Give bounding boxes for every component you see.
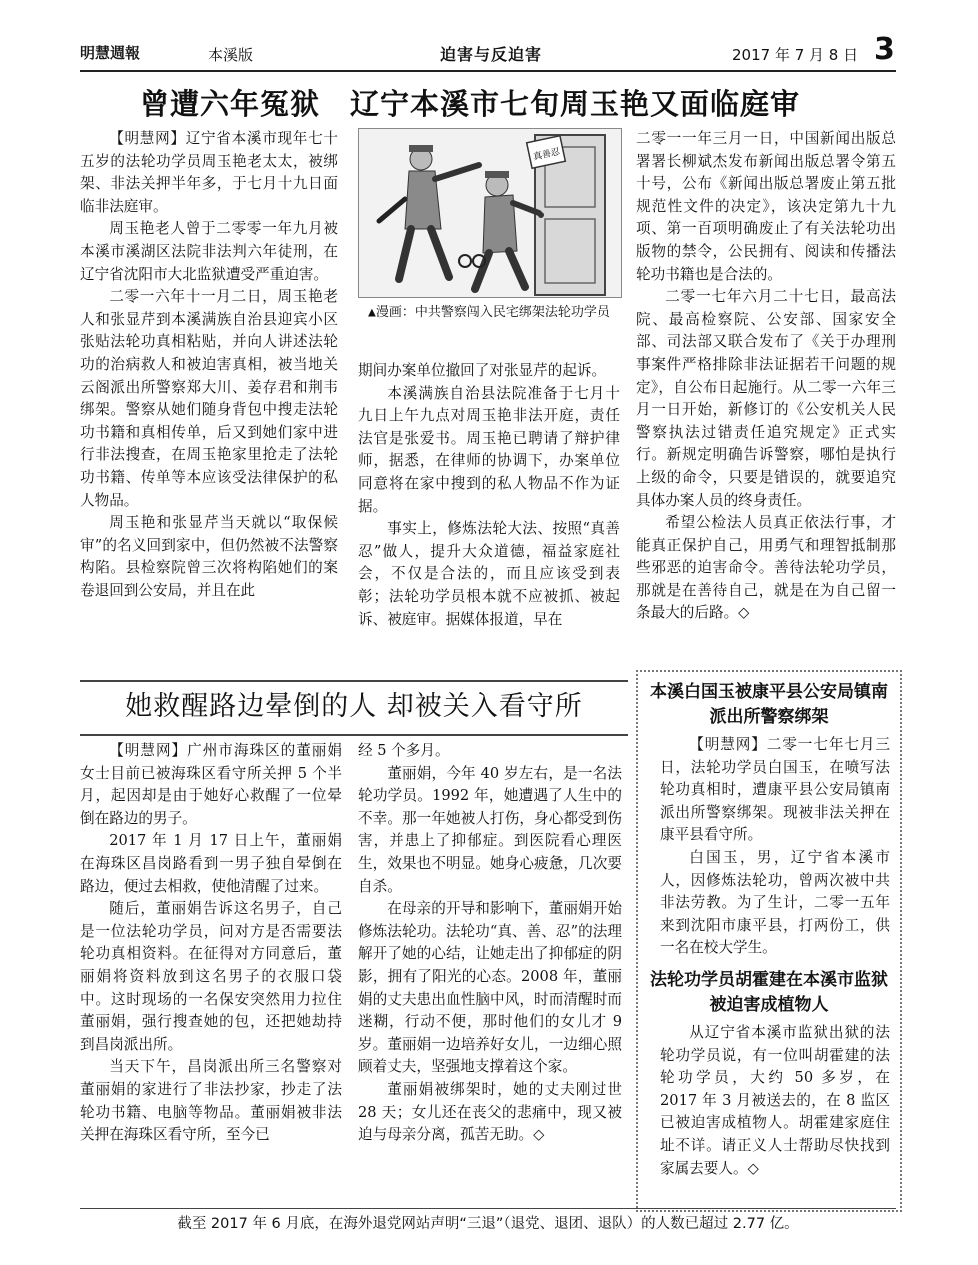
masthead-logo: 明慧週報 xyxy=(80,44,141,62)
paragraph: 希望公检法人员真正依法行事，才能真正保护自己，用勇气和理智抵制那些邪恶的迫害命令。善待法轮功学员，那就是在善待自己，就是在为自己留一条最大的后路。◇ xyxy=(636,514,896,622)
article2-column-1 xyxy=(80,740,342,1202)
police-raid-cartoon xyxy=(359,129,621,297)
section-title: 迫害与反迫害 xyxy=(440,45,543,64)
brief2-body xyxy=(638,1022,900,1180)
brief1-body xyxy=(638,734,900,960)
paragraph: 二零一一年三月一日，中国新闻出版总署署长柳斌杰发布新闻出版总署令第五十号，公布《新闻出版总署废止第五批规范性文件的决定》，该决定第九十九项、第一百项明确废止了有关法轮功出版物的禁令，公民拥有、阅读和传播法轮功书籍也是合法的。 xyxy=(636,130,896,283)
paragraph: 事实上，修炼法轮大法、按照“真善忍”做人，提升大众道德，福益家庭社会，不仅是合法的，而且应该受到表彰；法轮功学员根本就不应被抓、被起诉、被庭审。据媒体报道，早在 xyxy=(358,520,620,628)
news-brief-box xyxy=(636,670,902,1212)
footer-divider xyxy=(80,1208,896,1209)
page-number: 3 xyxy=(874,32,895,67)
brief1-headline: 本溪白国玉被康平县公安局镇南派出所警察绑架 xyxy=(650,682,888,727)
paragraph: 经 5 个多月。 xyxy=(358,742,450,759)
paragraph: 期间办案单位撤回了对张显芹的起诉。 xyxy=(358,362,607,379)
article2-column-2 xyxy=(358,740,622,1202)
paragraph: 【明慧网】广州市海珠区的董丽娟女士目前已被海珠区看守所关押 5 个半月，起因却是由于她好心救醒了一位晕倒在路边的男子。 xyxy=(80,742,342,827)
article1-column-2 xyxy=(358,360,620,670)
article2-headline: 她救醒路边晕倒的人 却被关入看守所 xyxy=(80,680,628,736)
paragraph: 【明慧网】辽宁省本溪市现年七十五岁的法轮功学员周玉艳老太太，被绑架、非法关押半年多，于七月十九日面临非法庭审。 xyxy=(80,130,338,215)
paragraph: 董丽娟，今年 40 岁左右，是一名法轮功学员。1992 年，她遭遇了人生中的不幸。那一年她被人打伤，身心都受到伤害，并患上了抑郁症。到医院看心理医生，效果也不明显。她身心疲惫，几次要自杀。 xyxy=(358,764,622,895)
article1-column-1 xyxy=(80,128,338,668)
paragraph: 2017 年 1 月 17 日上午，董丽娟在海珠区昌岗路看到一男子独自晕倒在路边，便过去相救，使他清醒了过来。 xyxy=(80,832,342,895)
article1-headline: 曾遭六年冤狱 辽宁本溪市七旬周玉艳又面临庭审 xyxy=(140,87,801,121)
issue-date: 2017 年 7 月 8 日 xyxy=(732,46,859,64)
paragraph: 二零一七年六月二十七日，最高法院、最高检察院、公安部、国家安全部、司法部又联合发布了《关于办理刑事案件严格排除非法证据若干问题的规定》，自公布日起施行。从二零一六年三月一日开始，新修订的《公安机关人民警察执法过错责任追究规定》正式实行。新规定明确告诉警察，哪怕是执行上级的命令，只要是错误的，就要追究具体办案人员的终身责任。 xyxy=(636,288,896,509)
door-sign-text: 真善忍 xyxy=(532,147,561,163)
paragraph: 从辽宁省本溪市监狱出狱的法轮功学员说，有一位叫胡霍建的法轮功学员，大约 50 多岁，在 2017 年 3 月被送去的，在 8 监区已被迫害成植物人。胡霍建家庭住址不详。请正义人士帮助尽快找到家属去要人。◇ xyxy=(660,1023,890,1177)
paragraph: 随后，董丽娟告诉这名男子，自己是一位法轮功学员，问对方是否需要法轮功真相资料。在征得对方同意后，董丽娟将资料放到这名男子的衣服口袋中。这时现场的一名保安突然用力拉住董丽娟，强行搜查她的包，还把她劫持到昌岗派出所。 xyxy=(80,900,342,1053)
edition-label: 本溪版 xyxy=(208,46,254,64)
paragraph: 周玉艳老人曾于二零零一年九月被本溪市溪湖区法院非法判六年徒刑，在辽宁省沈阳市大北监狱遭受严重迫害。 xyxy=(80,220,338,283)
footer-note: 截至 2017 年 6 月底，在海外退党网站声明“三退”（退党、退团、退队）的人数已超过 2.77 亿。 xyxy=(177,1216,799,1232)
paragraph: 董丽娟被绑架时，她的丈夫刚过世 28 天；女儿还在丧父的悲痛中，现又被迫与母亲分离，孤苦无助。◇ xyxy=(358,1080,622,1144)
article1-column-3 xyxy=(636,128,896,668)
paragraph: 在母亲的开导和影响下，董丽娟开始修炼法轮功。法轮功“真、善、忍”的法理解开了她的心结，让她走出了抑郁症的阴影，拥有了阳光的心态。2008 年，董丽娟的丈夫患出血性脑中风，时而清醒时而迷糊，行动不便，那时他们的女儿才 9 岁。董丽娟一边培养好女儿，一边细心照顾着丈夫，坚强地支撑着这个家。 xyxy=(358,900,622,1076)
header-divider xyxy=(80,70,896,72)
cartoon-illustration xyxy=(358,128,622,298)
paragraph: 周玉艳和张显芹当天就以“取保候审”的名义回到家中，但仍然被不法警察构陷。县检察院曾三次将构陷她们的案卷退回到公安局，并且在此 xyxy=(80,514,338,599)
paragraph: 当天下午，昌岗派出所三名警察对董丽娟的家进行了非法抄家，抄走了法轮功书籍、电脑等物品。董丽娟被非法关押在海珠区看守所，至今已 xyxy=(80,1058,342,1144)
illustration-caption: ▲漫画：中共警察闯入民宅绑架法轮功学员 xyxy=(368,305,610,320)
paragraph: 本溪满族自治县法院准备于七月十九日上午九点对周玉艳非法开庭，责任法官是张爱书。周玉艳已聘请了辩护律师，据悉，在律师的协调下，办案单位同意将在家中搜到的私人物品不作为证据。 xyxy=(358,384,620,515)
paragraph: 白国玉，男，辽宁省本溪市人，因修炼法轮功，曾两次被中共非法劳教。为了生计，二零一五年来到沈阳市康平县，打两份工，供一名在校大学生。 xyxy=(660,848,890,957)
brief2-headline: 法轮功学员胡霍建在本溪市监狱被迫害成植物人 xyxy=(650,969,888,1015)
paragraph: 【明慧网】二零一七年七月三日，法轮功学员白国玉，在喷写法轮功真相时，遭康平县公安局镇南派出所警察绑架。现被非法关押在康平县看守所。 xyxy=(660,736,890,844)
paragraph: 二零一六年十一月二日，周玉艳老人和张显芹到本溪满族自治县迎宾小区张贴法轮功真相粘贴，并向人讲述法轮功的治病救人和被迫害真相，被当地关云阁派出所警察郑大川、姜存君和荆韦绑架。警察从她们随身背包中搜走法轮功书籍和真相传单，后又到她们家中进行非法搜查，在周玉艳家里抢走了法轮功书籍、传单等本应该受法律保护的私人物品。 xyxy=(80,288,338,509)
